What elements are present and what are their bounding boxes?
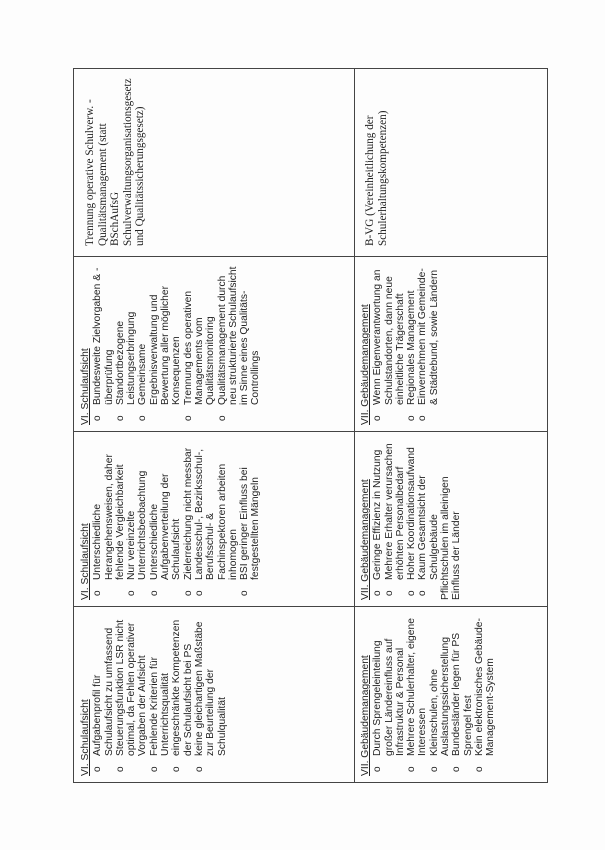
section-heading: VII. Gebäudemanagement	[360, 479, 371, 600]
bullet-list	[372, 438, 440, 600]
cell-measures-gebaeude	[354, 256, 547, 431]
cell-legal-schulaufsicht	[74, 69, 354, 256]
list-item: o Bundesländer legen für PS Sprengel fest	[451, 613, 474, 776]
cell-problems-gebaeude	[354, 606, 547, 782]
rotated-table	[73, 68, 548, 783]
list-item: o Hoher Koordinationsaufwand	[406, 438, 417, 600]
legal-note: Schulverwaltungsorganisationsgesetz und Qualitätssicherungsgesetz)	[121, 78, 147, 246]
list-item: o Bundesweite Zielvorgaben & - überprüfung	[92, 263, 115, 425]
list-item: o BSI geringer Einfluss bei festgestellten Mängeln	[239, 438, 262, 600]
table-row-schulaufsicht	[74, 69, 355, 782]
legal-note: Trennung operative Schulverw. - Qualitätsmanagement (statt BSchAufsG	[84, 99, 122, 246]
trailing-note: Pflichtschulen im alleinigen Einfluss der Länder	[440, 476, 463, 600]
list-item: o Fehlende Kriterien für Unterrichtsqualität	[149, 613, 172, 776]
list-item: o Kaum Gesamtsicht der Schulgebäude	[417, 438, 440, 600]
cell-effects-schulaufsicht	[74, 431, 354, 606]
list-item: o Standortbezogene Leistungserbringung	[115, 263, 138, 425]
list-item: o Einvernehmen mit Gemeinde- & Städtebund, sowie Ländern	[417, 263, 440, 425]
list-item: o Mehrere Erhalter verursachen erhöhten Personalbedarf	[384, 438, 407, 600]
list-item: o Unterschiedliche Aufgabenverteilung der Schulaufsicht	[149, 438, 183, 600]
cell-measures-schulaufsicht	[74, 256, 354, 431]
section-heading: VII. Gebäudemanagement	[360, 655, 371, 776]
list-item: o Steuerungsfunktion LSR nicht optimal, da Fehlen operativer Vorgaben der Aufsicht	[115, 613, 149, 776]
list-item: o Mehrere Schulerhalter, eigene Interessen	[406, 613, 429, 776]
section-heading: VI. Schulaufsicht	[80, 699, 91, 776]
list-item: o Kleinschulen, ohne Auslastungssicherstellung	[429, 613, 452, 776]
list-item: o Trennung des operativen Managements vom Qualitätsmonitoring	[183, 263, 217, 425]
list-item: o Nur vereinzelte Unterrichtsbeobachtung	[126, 438, 149, 600]
list-item: o Durch Sprengeleinteilung großer Ländereinfluss auf Infrastruktur & Personal	[372, 613, 406, 776]
section-heading: VI. Schulaufsicht	[80, 348, 91, 425]
bullet-list	[92, 613, 228, 776]
legal-note: B-VG (Vereinheitlichung der Schulerhaltungskompetenzen)	[364, 110, 389, 246]
list-item: o Gemeinsame Ergebnisverwaltung und Bewertung aller möglicher Konsequenzen	[137, 263, 182, 425]
list-item: o Regionales Management	[406, 263, 417, 425]
list-item: o Unterschiedliche Herangehensweisen, daher fehlende Vergleichbarkeit	[92, 438, 126, 600]
bullet-list	[372, 263, 440, 425]
list-item: o eingeschränkte Kompetenzen der Schulaufsicht bei PS	[171, 613, 194, 776]
list-item: o Qualitätsmanagement durch neu strukturierte Schulaufsicht im Sinne eines Qualitäts-Controllings	[217, 263, 262, 425]
list-item: o Aufgabenprofil für Schulaufsicht zu umfassend	[92, 613, 115, 776]
list-item: o Kein elektronisches Gebäude-Management-System	[474, 613, 497, 776]
list-item: o Zielerreichung nicht messbar	[183, 438, 194, 600]
cell-legal-gebaeude	[354, 69, 547, 256]
bullet-list	[372, 613, 496, 776]
section-heading: VII. Gebäudemanagement	[360, 304, 371, 425]
list-item: o Wenn Eigenverantwortung an Schulstandorten, dann neue einheitliche Trägerschaft	[372, 263, 406, 425]
list-item: o Landesschul-, Bezirksschul-, Berufsschul- & Fachinspektoren arbeiten inhomogen	[194, 438, 239, 600]
list-item: o keine gleichartigen Maßstäbe zur Beurteilung der Schulqualität	[194, 613, 228, 776]
cell-effects-gebaeude	[354, 431, 547, 606]
section-heading: VI. Schulaufsicht	[80, 523, 91, 600]
bullet-list	[92, 438, 261, 600]
cell-problems-schulaufsicht	[74, 606, 354, 782]
list-item: o Geringe Effizienz in Nutzung	[372, 438, 383, 600]
bullet-list	[92, 263, 261, 425]
table-row-gebaeudemanagement	[354, 69, 547, 782]
